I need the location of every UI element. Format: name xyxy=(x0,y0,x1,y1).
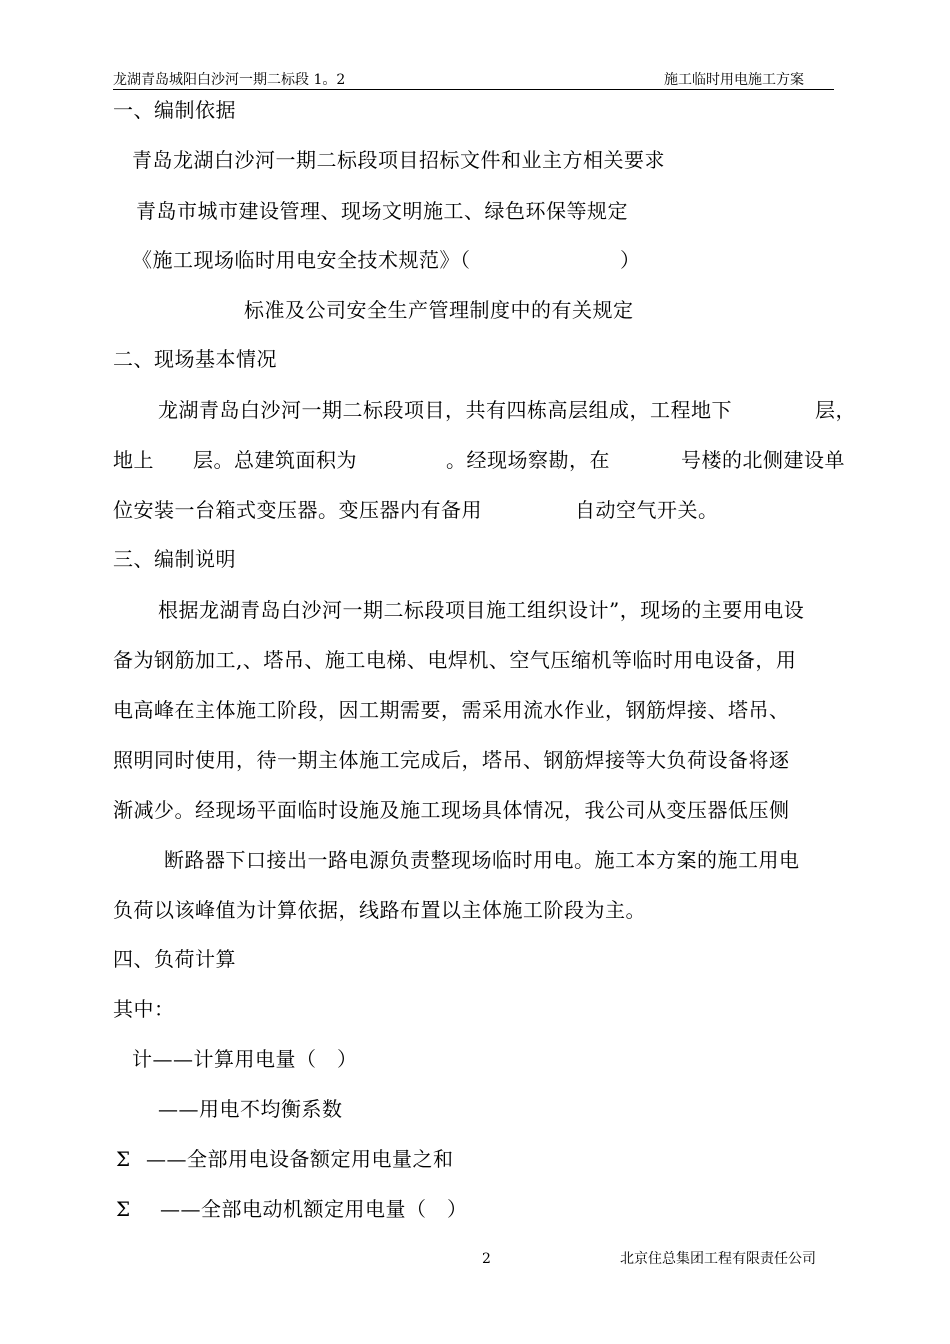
section-2-line-2-part-4: 号楼的北侧建设单 xyxy=(681,448,845,472)
section-3-line-4: 照明同时使用，待一期主体施工完成后，塔吊、钢筋焊接等大负荷设备将逐 xyxy=(113,748,790,772)
section-2-line-1-start: 龙湖青岛白沙河一期二标段项目，共有四栋高层组成，工程地下 xyxy=(158,398,732,422)
definition-calculated-load: 计——计算用电量（ ） xyxy=(132,1047,358,1071)
section-1-heading: 一、编制依据 xyxy=(113,98,236,122)
section-1-item-2: 青岛市城市建设管理、现场文明施工、绿色环保等规定 xyxy=(136,199,628,223)
section-2-line-1-end: 层， xyxy=(815,398,856,422)
section-2-heading: 二、现场基本情况 xyxy=(113,347,277,371)
header-project-name: 龙湖青岛城阳白沙河一期二标段 1。2 xyxy=(113,72,346,88)
section-2-line-3-end: 自动空气开关。 xyxy=(575,498,719,522)
section-1-item-3-start: 《施工现场临时用电安全技术规范》（ xyxy=(132,248,471,272)
section-1-item-4: 标准及公司安全生产管理制度中的有关规定 xyxy=(244,298,634,322)
sigma-symbol-2: Σ xyxy=(116,1197,131,1221)
section-2-line-3-start: 位安装一台箱式变压器。变压器内有备用 xyxy=(113,498,482,522)
section-3-line-7: 负荷以该峰值为计算依据，线路布置以主体施工阶段为主。 xyxy=(113,898,646,922)
definition-total-motor-load: ——全部电动机额定用电量（ ） xyxy=(160,1197,468,1221)
section-2-line-2-part-1: 地上 xyxy=(113,448,154,472)
section-3-line-5: 渐减少。经现场平面临时设施及施工现场具体情况，我公司从变压器低压侧 xyxy=(113,798,790,822)
section-3-line-6: 断路器下口接出一路电源负责整现场临时用电。施工本方案的施工用电 xyxy=(164,848,800,872)
definition-total-equipment-load: ——全部用电设备额定用电量之和 xyxy=(146,1147,454,1171)
sigma-symbol-1: Σ xyxy=(116,1147,131,1171)
header-document-title: 施工临时用电施工方案 xyxy=(664,72,804,88)
section-3-line-2: 备为钢筋加工,、塔吊、施工电梯、电焊机、空气压缩机等临时用电设备，用 xyxy=(113,648,797,672)
section-3-heading: 三、编制说明 xyxy=(113,547,236,571)
section-1-item-1: 青岛龙湖白沙河一期二标段项目招标文件和业主方相关要求 xyxy=(132,148,665,172)
section-4-heading: 四、负荷计算 xyxy=(113,947,236,971)
section-2-line-2-part-3: 。经现场察勘，在 xyxy=(446,448,610,472)
section-3-line-3: 电高峰在主体施工阶段，因工期需要，需采用流水作业，钢筋焊接、塔吊、 xyxy=(113,698,790,722)
section-4-where-label: 其中： xyxy=(113,997,175,1021)
page-number: 2 xyxy=(482,1251,491,1267)
section-2-line-2-part-2: 层。总建筑面积为 xyxy=(193,448,357,472)
definition-imbalance-coefficient: ——用电不均衡系数 xyxy=(158,1097,343,1121)
section-1-item-3-end: ） xyxy=(620,248,641,272)
header-divider xyxy=(113,89,834,90)
footer-company-name: 北京住总集团工程有限责任公司 xyxy=(620,1251,816,1267)
section-3-line-1: 根据龙湖青岛白沙河一期二标段项目施工组织设计”，现场的主要用电设 xyxy=(158,598,805,622)
